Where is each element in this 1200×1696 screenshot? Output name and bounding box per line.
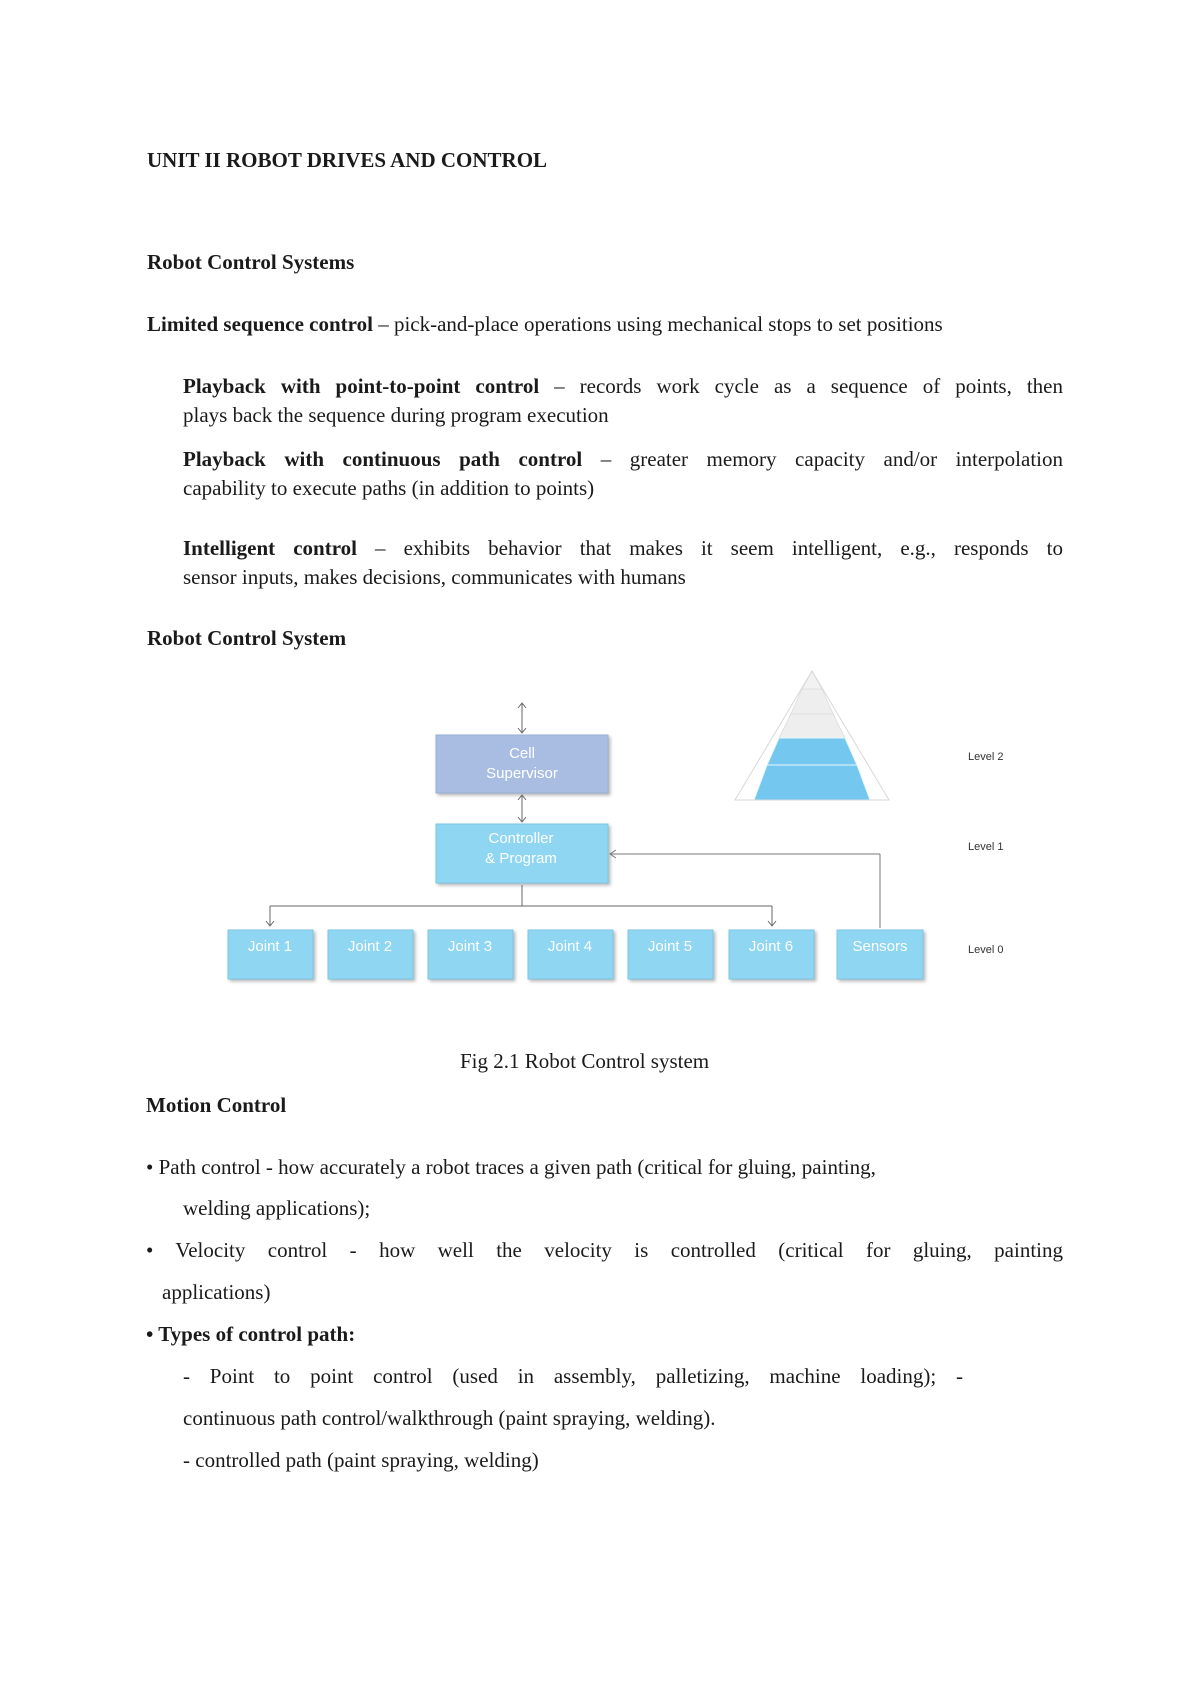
joint-5-label: Joint 5 (647, 938, 693, 955)
figure-caption: Fig 2.1 Robot Control system (460, 1049, 710, 1073)
bullet-dot: • (146, 1322, 154, 1346)
level-2-label: Level 2 (968, 751, 1004, 763)
level-1-label: Level 1 (968, 841, 1004, 853)
level-0-label: Level 0 (968, 944, 1004, 956)
intelligent-control-term: Intelligent control (183, 536, 357, 560)
joint-4-label: Joint 4 (547, 938, 593, 955)
arrow-supervisor-to-controller (518, 795, 526, 822)
playback-ptp-desc-1: – records work cycle as a sequence of points, then (539, 374, 1063, 398)
types-line-3: - controlled path (paint spraying, welding) (183, 1448, 539, 1472)
controller-label-2: & Program (485, 850, 557, 867)
joint-3-label: Joint 3 (447, 938, 493, 955)
bullet-dot: • (146, 1155, 154, 1179)
bullet-dot: • (146, 1238, 154, 1262)
playback-cp-term: Playback with continuous path control (183, 447, 583, 471)
hierarchy-pyramid (735, 671, 889, 800)
joint-2-label: Joint 2 (347, 938, 393, 955)
types-line-1: - Point to point control (used in assembly, palletizing, machine loading); - (183, 1364, 963, 1388)
bullet-velocity-control (146, 1236, 1063, 1265)
sensor-feedback-line (610, 850, 880, 928)
sensors-label: Sensors (852, 938, 908, 955)
path-control-line-1: Path control - how accurately a robot traces a given path (critical for gluing, painting, (158, 1155, 876, 1179)
limited-sequence-desc: – pick-and-place operations using mechanical stops to set positions (372, 312, 943, 336)
path-control-line-2: welding applications); (183, 1196, 371, 1220)
cell-supervisor-box (436, 735, 608, 793)
arrow-external-to-supervisor (518, 703, 526, 733)
intelligent-control-desc-2: sensor inputs, makes decisions, communicates with humans (183, 565, 686, 589)
playback-cp-desc-1: – greater memory capacity and/or interpolation (582, 447, 1063, 471)
controller-box (436, 824, 608, 883)
section-heading-control-system: Robot Control System (147, 626, 347, 650)
joint-distribution-bus (266, 885, 776, 926)
joint-6-label: Joint 6 (748, 938, 794, 955)
section-heading-motion-control: Motion Control (146, 1093, 287, 1117)
playback-ptp-term: Playback with point-to-point control (183, 374, 540, 398)
controller-label-1: Controller (488, 830, 554, 847)
velocity-control-line-1: Velocity control - how well the velocity is controlled (critical for gluing, painting (175, 1238, 1063, 1262)
playback-ptp-desc-2: plays back the sequence during program execution (183, 403, 609, 427)
velocity-control-line-2: applications) (162, 1280, 271, 1304)
joint-1-label: Joint 1 (247, 938, 293, 955)
cell-supervisor-label-2: Supervisor (486, 765, 558, 782)
bullet-types-control-path (146, 1320, 355, 1349)
section-heading-control-systems: Robot Control Systems (147, 250, 355, 274)
limited-sequence-term: Limited sequence control (147, 312, 373, 336)
types-line-1-wrap (183, 1362, 963, 1391)
types-heading: Types of control path: (158, 1322, 356, 1346)
page-title: UNIT II ROBOT DRIVES AND CONTROL (147, 148, 548, 172)
intelligent-control-desc-1: – exhibits behavior that makes it seem intelligent, e.g., responds to (357, 536, 1063, 560)
bullet-path-control (146, 1153, 876, 1182)
playback-cp-desc-2: capability to execute paths (in addition to points) (183, 476, 595, 500)
types-line-2: continuous path control/walkthrough (paint spraying, welding). (183, 1406, 716, 1430)
cell-supervisor-label-1: Cell (509, 745, 535, 762)
joint-boxes (228, 930, 923, 979)
cell-supervisor-rect (436, 735, 608, 793)
